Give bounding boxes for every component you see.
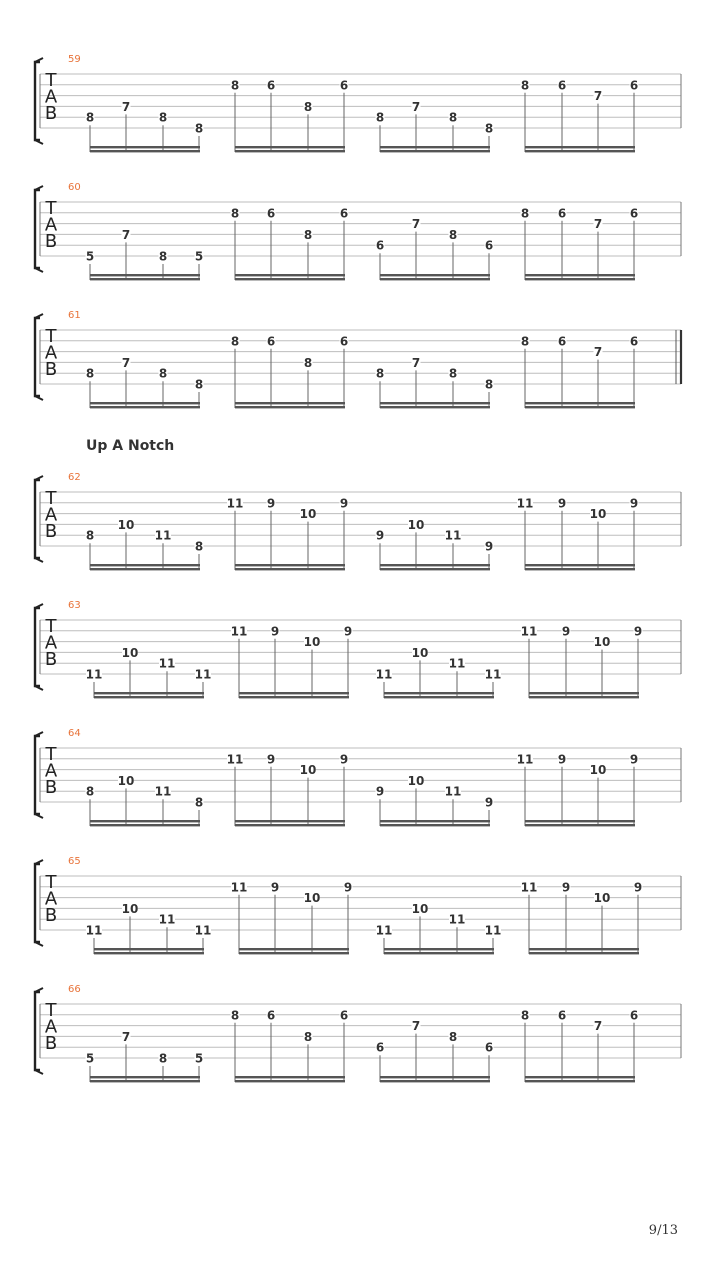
beam: [529, 948, 639, 950]
fret-number: 10: [303, 891, 321, 906]
fret-number: 9: [557, 752, 567, 767]
tab-system: [35, 54, 681, 152]
tab-clef-letter: T: [45, 70, 57, 91]
fret-number: 8: [230, 1008, 240, 1023]
system-bracket: [35, 736, 40, 814]
measure-number: 64: [68, 728, 81, 739]
fret-number: 6: [557, 334, 567, 349]
fret-number: 8: [484, 121, 494, 136]
beam: [90, 1080, 200, 1082]
fret-number: 6: [339, 78, 349, 93]
fret-number: 6: [629, 334, 639, 349]
beam: [235, 278, 345, 280]
fret-number: 9: [339, 752, 349, 767]
beam: [235, 824, 345, 826]
beam: [380, 824, 490, 826]
fret-number: 9: [633, 624, 643, 639]
fret-number: 8: [448, 366, 458, 381]
fret-number: 5: [194, 1051, 204, 1066]
beam: [90, 146, 200, 148]
fret-number: 6: [339, 206, 349, 221]
beam: [235, 402, 345, 404]
beam: [525, 1076, 635, 1078]
fret-number: 7: [411, 1019, 421, 1034]
measure-number: 65: [68, 856, 81, 867]
fret-number: 8: [375, 110, 385, 125]
beam: [380, 150, 490, 152]
fret-number: 7: [411, 217, 421, 232]
fret-number: 10: [117, 517, 135, 532]
fret-number: 9: [343, 624, 353, 639]
beam: [380, 1080, 490, 1082]
beam: [380, 568, 490, 570]
fret-number: 6: [375, 238, 385, 253]
fret-number: 6: [629, 1008, 639, 1023]
fret-number: 11: [154, 784, 172, 799]
beam: [529, 696, 639, 698]
fret-number: 11: [484, 667, 502, 682]
fret-number: 10: [593, 635, 611, 650]
beam: [239, 952, 349, 954]
beam: [529, 692, 639, 694]
beam: [90, 820, 200, 822]
tab-system: [35, 728, 681, 826]
fret-number: 8: [303, 227, 313, 242]
beam: [90, 274, 200, 276]
tab-clef-letter: A: [44, 760, 58, 782]
fret-number: 8: [484, 377, 494, 392]
page-number: 9/13: [648, 1223, 678, 1238]
fret-number: 6: [484, 238, 494, 253]
fret-number: 8: [303, 1029, 313, 1044]
tab-system: [35, 984, 681, 1082]
fret-number: 11: [375, 923, 393, 938]
fret-number: 8: [520, 1008, 530, 1023]
measure-number: 61: [68, 310, 81, 321]
tab-clef-letter: T: [45, 872, 57, 893]
fret-number: 8: [158, 110, 168, 125]
fret-number: 7: [411, 355, 421, 370]
tab-system: [35, 472, 681, 570]
fret-number: 7: [593, 1019, 603, 1034]
tab-clef-letter: B: [44, 649, 58, 670]
measure-number: 59: [68, 54, 81, 65]
system-bracket: [35, 864, 40, 942]
tab-clef-letter: B: [44, 905, 58, 926]
fret-number: 8: [303, 99, 313, 114]
fret-number: 6: [339, 1008, 349, 1023]
fret-number: 11: [194, 923, 212, 938]
fret-number: 9: [375, 784, 385, 799]
fret-number: 8: [85, 110, 95, 125]
fret-number: 8: [194, 121, 204, 136]
fret-number: 10: [121, 901, 139, 916]
tab-clef-letter: B: [44, 359, 58, 380]
system-bracket: [35, 480, 40, 558]
fret-number: 11: [444, 784, 462, 799]
fret-number: 8: [85, 784, 95, 799]
tab-clef-letter: A: [44, 214, 58, 236]
fret-number: 9: [561, 624, 571, 639]
fret-number: 7: [593, 89, 603, 104]
beam: [525, 1080, 635, 1082]
beam: [235, 820, 345, 822]
fret-number: 11: [194, 667, 212, 682]
system-bracket: [35, 992, 40, 1070]
fret-number: 11: [484, 923, 502, 938]
beam: [90, 1076, 200, 1078]
beam: [90, 278, 200, 280]
fret-number: 7: [121, 227, 131, 242]
fret-number: 11: [520, 880, 538, 895]
beam: [380, 406, 490, 408]
fret-number: 8: [520, 334, 530, 349]
fret-number: 9: [339, 496, 349, 511]
beam: [90, 402, 200, 404]
section-label: Up A Notch: [86, 438, 175, 454]
fret-number: 10: [593, 891, 611, 906]
measure-number: 66: [68, 984, 81, 995]
fret-number: 11: [226, 752, 244, 767]
beam: [380, 402, 490, 404]
beam: [525, 402, 635, 404]
fret-number: 8: [230, 334, 240, 349]
tab-clef-letter: A: [44, 1016, 58, 1038]
fret-number: 10: [303, 635, 321, 650]
fret-number: 11: [516, 752, 534, 767]
beam: [239, 696, 349, 698]
beam: [525, 278, 635, 280]
fret-number: 5: [85, 249, 95, 264]
fret-number: 5: [85, 1051, 95, 1066]
system-bracket: [35, 190, 40, 268]
fret-number: 11: [230, 880, 248, 895]
fret-number: 11: [85, 667, 103, 682]
fret-number: 11: [520, 624, 538, 639]
fret-number: 9: [266, 496, 276, 511]
beam: [380, 820, 490, 822]
beam: [235, 1076, 345, 1078]
fret-number: 11: [158, 656, 176, 671]
tab-clef-letter: T: [45, 326, 57, 347]
beam: [239, 692, 349, 694]
tab-clef-letter: B: [44, 231, 58, 252]
fret-number: 6: [266, 78, 276, 93]
beam: [94, 692, 204, 694]
beam: [90, 824, 200, 826]
beam: [235, 150, 345, 152]
tab-clef-letter: B: [44, 1033, 58, 1054]
fret-number: 7: [121, 99, 131, 114]
fret-number: 10: [407, 517, 425, 532]
fret-number: 9: [375, 528, 385, 543]
measure-number: 63: [68, 600, 81, 611]
fret-number: 10: [589, 507, 607, 522]
beam: [529, 952, 639, 954]
fret-number: 10: [589, 763, 607, 778]
beam: [380, 278, 490, 280]
fret-number: 6: [557, 206, 567, 221]
beam: [380, 564, 490, 566]
fret-number: 8: [194, 377, 204, 392]
fret-number: 9: [270, 624, 280, 639]
tab-clef-letter: T: [45, 488, 57, 509]
beam: [94, 948, 204, 950]
tab-system: [35, 182, 681, 280]
beam: [380, 274, 490, 276]
fret-number: 11: [158, 912, 176, 927]
fret-number: 9: [484, 539, 494, 554]
fret-number: 8: [520, 206, 530, 221]
fret-number: 9: [561, 880, 571, 895]
fret-number: 6: [266, 334, 276, 349]
beam: [235, 1080, 345, 1082]
fret-number: 7: [121, 1029, 131, 1044]
beam: [90, 568, 200, 570]
fret-number: 8: [520, 78, 530, 93]
fret-number: 8: [158, 249, 168, 264]
system-bracket: [35, 318, 40, 396]
measure-number: 60: [68, 182, 81, 193]
fret-number: 10: [121, 645, 139, 660]
fret-number: 10: [299, 507, 317, 522]
fret-number: 9: [629, 496, 639, 511]
beam: [384, 952, 494, 954]
fret-number: 6: [266, 1008, 276, 1023]
tab-system: [35, 856, 681, 954]
beam: [525, 146, 635, 148]
fret-number: 11: [516, 496, 534, 511]
beam: [235, 146, 345, 148]
tab-clef-letter: T: [45, 1000, 57, 1021]
fret-number: 7: [121, 355, 131, 370]
tab-system: [35, 310, 681, 408]
fret-number: 6: [557, 1008, 567, 1023]
fret-number: 10: [117, 773, 135, 788]
fret-number: 6: [375, 1040, 385, 1055]
fret-number: 10: [411, 901, 429, 916]
beam: [235, 274, 345, 276]
fret-number: 9: [629, 752, 639, 767]
beam: [235, 564, 345, 566]
fret-number: 10: [299, 763, 317, 778]
fret-number: 8: [230, 206, 240, 221]
fret-number: 9: [633, 880, 643, 895]
beam: [380, 146, 490, 148]
beam: [525, 820, 635, 822]
fret-number: 11: [448, 656, 466, 671]
fret-number: 11: [444, 528, 462, 543]
beam: [94, 952, 204, 954]
beam: [384, 948, 494, 950]
fret-number: 7: [593, 217, 603, 232]
beam: [90, 564, 200, 566]
fret-number: 8: [194, 539, 204, 554]
fret-number: 10: [411, 645, 429, 660]
fret-number: 7: [593, 345, 603, 360]
fret-number: 9: [484, 795, 494, 810]
fret-number: 8: [158, 366, 168, 381]
tab-clef-letter: B: [44, 103, 58, 124]
tab-clef-letter: A: [44, 86, 58, 108]
beam: [90, 406, 200, 408]
fret-number: 8: [448, 110, 458, 125]
fret-number: 8: [448, 227, 458, 242]
beam: [380, 1076, 490, 1078]
fret-number: 8: [375, 366, 385, 381]
fret-number: 6: [629, 206, 639, 221]
measure-number: 62: [68, 472, 81, 483]
beam: [525, 274, 635, 276]
fret-number: 8: [448, 1029, 458, 1044]
fret-number: 5: [194, 249, 204, 264]
tab-clef-letter: T: [45, 744, 57, 765]
beam: [239, 948, 349, 950]
beam: [525, 564, 635, 566]
fret-number: 11: [226, 496, 244, 511]
fret-number: 9: [343, 880, 353, 895]
tab-clef-letter: A: [44, 342, 58, 364]
beam: [525, 150, 635, 152]
fret-number: 6: [339, 334, 349, 349]
beam: [525, 568, 635, 570]
tab-clef-letter: A: [44, 504, 58, 526]
beam: [90, 150, 200, 152]
fret-number: 11: [375, 667, 393, 682]
fret-number: 11: [154, 528, 172, 543]
tab-clef-letter: T: [45, 198, 57, 219]
fret-number: 6: [266, 206, 276, 221]
fret-number: 11: [448, 912, 466, 927]
beam: [525, 824, 635, 826]
beam: [525, 406, 635, 408]
beam: [235, 406, 345, 408]
system-bracket: [35, 62, 40, 140]
fret-number: 8: [303, 355, 313, 370]
tab-clef-letter: A: [44, 632, 58, 654]
fret-number: 8: [230, 78, 240, 93]
tab-system: [35, 600, 681, 698]
fret-number: 10: [407, 773, 425, 788]
beam: [384, 696, 494, 698]
tab-clef-letter: T: [45, 616, 57, 637]
fret-number: 8: [194, 795, 204, 810]
system-bracket: [35, 608, 40, 686]
fret-number: 11: [230, 624, 248, 639]
fret-number: 7: [411, 99, 421, 114]
fret-number: 8: [85, 366, 95, 381]
beam: [94, 696, 204, 698]
beam: [384, 692, 494, 694]
tab-clef-letter: B: [44, 777, 58, 798]
beam: [235, 568, 345, 570]
tab-clef-letter: B: [44, 521, 58, 542]
fret-number: 9: [270, 880, 280, 895]
fret-number: 6: [557, 78, 567, 93]
fret-number: 8: [158, 1051, 168, 1066]
fret-number: 9: [557, 496, 567, 511]
tab-clef-letter: A: [44, 888, 58, 910]
fret-number: 8: [85, 528, 95, 543]
fret-number: 6: [484, 1040, 494, 1055]
fret-number: 11: [85, 923, 103, 938]
fret-number: 6: [629, 78, 639, 93]
fret-number: 9: [266, 752, 276, 767]
